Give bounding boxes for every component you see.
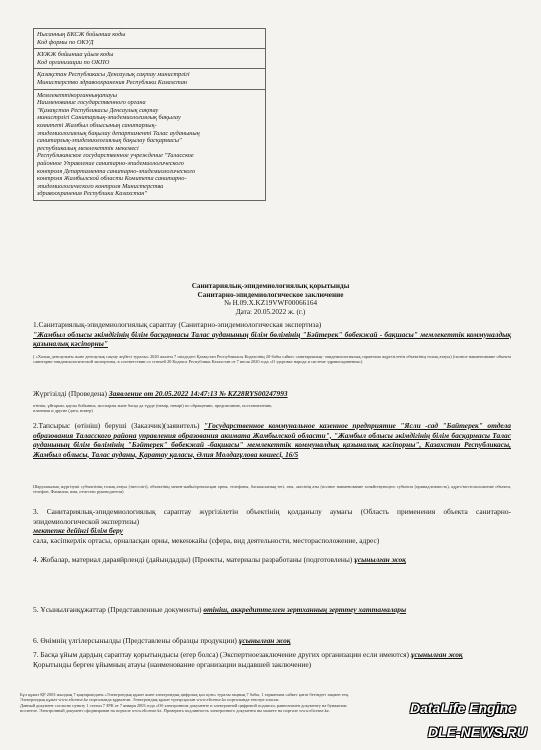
- watermark-logo: DataLife Engine: [410, 700, 516, 716]
- section-1-heading: 1.Санитариялық-эпидемиологиялық сараптау (Санитарно-эпидемиологическая экспертиза): [33, 320, 322, 329]
- header-text: Қазақстан Республикасы Денсаулық сақтау министрлігі: [37, 71, 190, 79]
- section-3-value: мектепке дейінгі білім беру: [33, 526, 123, 535]
- header-row-ministry: [34, 69, 266, 89]
- footer-line: Бұл құжат ҚР 2003 жылдың 7 қаңтарындағы «Электрондық құжат және электрондық цифрлық қол қою» туралы заңның 7 бабы, 1 тармағына сәйкес қағаз бетіндегі заңмен тең.: [20, 692, 349, 697]
- conducted-value: Заявление от 20.05.2022 14:47:13 № KZ28RYS00247993: [108, 389, 288, 398]
- header-text: эпидемиологического контроля Министерства: [37, 182, 164, 190]
- section-7-heading: 7. Басқа ұйым дардың сараптау қорытындысы (егер болса) (Экспертноезаключение других организации если имеются): [33, 650, 409, 659]
- title-kz: Санитариялық-эпидемиологиялық қорытынды: [191, 282, 350, 290]
- conducted-note: өтініш, ұйғарым, қаулы бойынша, жоспарлы және басқа да түрде (нөмір, нөмірі) по обращению, предписанию, постановлению, плановая и другие (дата, номер): [33, 403, 273, 414]
- footer-line: носителе. Электронный документ сформирован на портале www.elicense.kz. Проверить подлинность электронного документа вы можете на портале www.elicense.kz.: [20, 707, 330, 713]
- header-text: Мемлекеттікорганныңатауы: [37, 91, 117, 99]
- footer-line: Электрондық құжат www.elicense.kz порталында құрылған. Электрондық құжат түпнұсқасын www.elicense.kz порталында тексере аласыз.: [20, 697, 280, 703]
- section-7: [33, 650, 511, 669]
- section-4-value: ұсынылған жоқ: [354, 555, 406, 564]
- section-1-value: "Жамбыл облысы әкімдігінің білім басқармасы Талас ауданының білім бөлімінің "Бәйтерек" бөбекжай - бақшасы" мемлекеттік коммуналдық қазыналық кәсіпорны": [33, 329, 511, 348]
- header-text: республикалық мемлекеттік мекемесі: [37, 144, 139, 152]
- section-6: [33, 636, 511, 646]
- conducted-label: Жүргізілді (Проведена): [33, 389, 107, 398]
- header-text: Нысанның БКСЖ бойынша коды: [37, 31, 126, 38]
- section-3: [33, 507, 511, 545]
- header-text: КҰЖЖ бойынша ұйым коды: [37, 51, 114, 59]
- section-5-value: өтініш, аккредиттелген зертханның зерттеу хаттамалары: [203, 605, 407, 614]
- watermark-url: DLE-NEWS.RU: [428, 724, 527, 740]
- document-number: № Н.09.Х.KZ19VWF00066164: [223, 299, 318, 308]
- section-5-heading: 5. Ұсынылғанқұжаттар (Представленные документы): [33, 605, 202, 614]
- document-date: Дата: 20.05.2022 ж. (г.): [235, 307, 306, 316]
- header-text: контроля Жамбылской области Комитета санитарно-: [37, 175, 187, 183]
- section-5: [33, 605, 511, 615]
- section-2: [33, 421, 511, 459]
- section-4: [33, 555, 511, 565]
- header-row-okud: [34, 29, 266, 49]
- document-title: [0, 282, 541, 316]
- section-1: [33, 320, 511, 349]
- header-text: Министерство здравоохранения Республики Казахстан: [37, 78, 188, 86]
- section-3-heading: 3. Санитариялық-эпидемиологиялық сараптау жүргізілетін объектінің қолданылу аумағы (Область применения объекта санитарно-эпидемиологической экспертизы): [33, 507, 511, 526]
- header-row-authority: [34, 89, 266, 200]
- header-text: здравоохранения Республики Казахстан": [37, 190, 148, 198]
- section-4-heading: 4. Жобалар, материал дараяйрленді (дайындадды) (Проекты, материалы разработаны (подготовлены): [33, 555, 353, 564]
- section-3-note: сала, кәсіпкерлік ортасы, орналасқан орны, мекенжайы (сфера, вид деятельности, месторасположение, адрес): [33, 535, 380, 545]
- header-text: комитеті Жамбыл облысының санитарлық-: [37, 121, 157, 129]
- section-6-heading: 6. Өнімнің үлгілерсынылды (Представлены образцы продукции): [33, 636, 237, 645]
- title-ru: Санитарно-эпидемиологическое заключение: [197, 290, 344, 299]
- header-text: Код формы по ОКУД: [37, 38, 94, 46]
- section-6-value: ұсынылған жоқ: [238, 636, 291, 645]
- section-1-note: ( «Халық денсаулығы және денсаулық сақтау жүйесі туралы» 2020 жылғы 7 шілдедегі Қазақстан Республикасы Кодексінің 20-бабы сәйкес санитариялық- эпидемиологиялық сараптама жүргізілетін объектінің толық атауы) (полное наименование объекта санитарно-эпидемиологической экспертизы, в соответствии со статьей 20 Кодекса Республики Казахстан от 7 июля 2020 года «О здоровье народа и системе здравоохранения»): [33, 354, 511, 365]
- header-text: Наименование государственного органа: [37, 99, 146, 107]
- section-7-value: ұсынылған жоқ: [410, 650, 463, 659]
- section-2-heading: 2.Тапсырыс (өтініш) беруші (Заказчик)(заявитель): [33, 421, 200, 430]
- section-2-value: "Государственное коммунальное казенное предприятие "Ясли -сад "Байтерек" отдела образования Таласского района управления образования акимата Жамбылской области", "Жамбыл облысы әкімдігінің білім басқармасы Талас ауданының білім бөлімінің "Бәйтерек" бөбекжай -бақшасы" мемлекеттік коммуналдық қазыналық кәсіпорны", Казахстан Республикасы, Жамбыл облысы, Талас ауданы, Қаратау қаласы, Әлия Молдағұлова көшесі, 16/5: [33, 421, 511, 459]
- header-text: эпидемиологиялық бақылау департаменті Талас ауданының: [37, 129, 200, 137]
- header-text: Республиканское государственное учреждение "Таласское: [37, 152, 194, 160]
- header-text: санитарлық-эпидемиологиялық бақылау басқармасы": [37, 137, 182, 145]
- header-text: Код организации по ОКПО: [37, 58, 110, 66]
- header-text: "Қазақстан Республикасы Денсаулық сақтау: [37, 106, 159, 114]
- header-row-okpo: [34, 49, 266, 69]
- header-table: [33, 28, 266, 201]
- header-text: районное Управление санитарно-эпидемиологического: [37, 159, 184, 167]
- section-1-conducted: [33, 389, 511, 399]
- header-text: контроля Департамента санитарно-эпидемиологического: [37, 167, 196, 175]
- footer-line: Данный документ согласно пункту 1 статьи 7 ЗРК от 7 января 2003 года «Об электронном документе и электронной цифровой подписи» равнозначен документу на бумажном: [20, 702, 347, 708]
- section-7-org-label: Қорытынды берген ұйымның атауы (наименование организации выдавшей заключение): [33, 659, 312, 669]
- section-2-note: Шаруашылық жүргізуші субъектінің толық атауы (тиесілігі), объектінің мекен-жайы/орналасқан орны, телефоны, басшысының тегі, аты, әкесінің аты (полное наименование хозяйствующего субъекта (принадлежность), адрес/местоположение объекта, телефон, Фамилия, имя, отчество руководителя): [33, 484, 511, 495]
- header-text: министрлігі Санитарлық-эпидемиологиялық бақылау: [37, 114, 181, 122]
